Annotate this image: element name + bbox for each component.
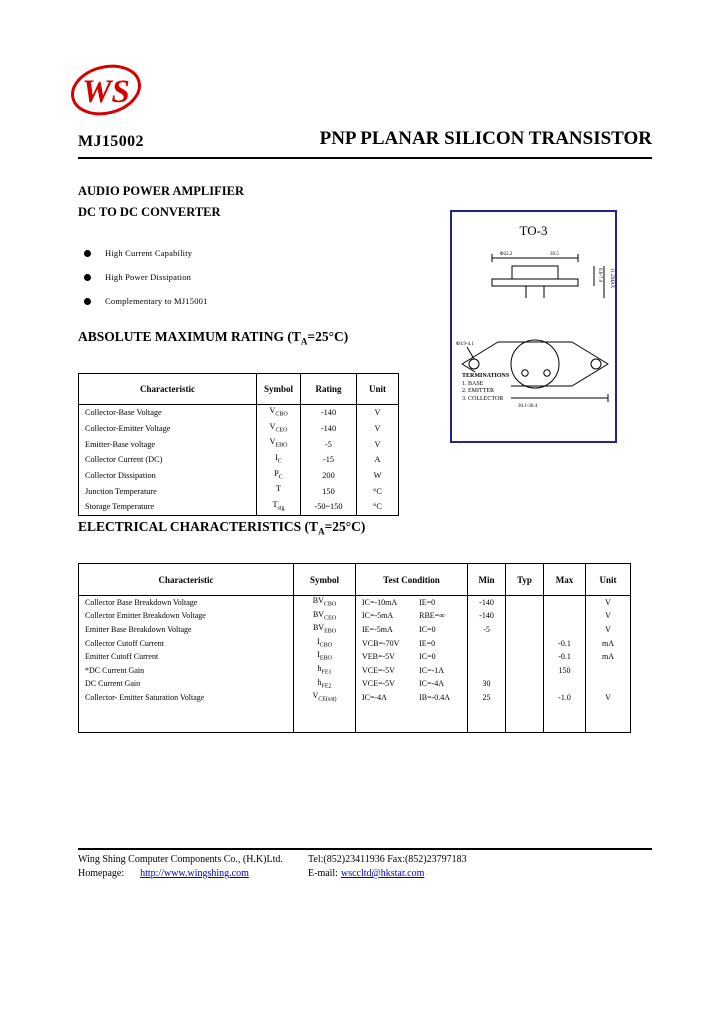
rating-cell: -50~150 bbox=[301, 499, 357, 515]
rating-cell: -5 bbox=[301, 436, 357, 452]
rating-cell: -140 bbox=[301, 405, 357, 421]
symbol-cell: $P_C$ bbox=[257, 468, 301, 484]
email-label: E-mail: bbox=[308, 868, 338, 879]
heading-text: =25°C) bbox=[307, 329, 349, 344]
email-line bbox=[308, 868, 424, 879]
col-header-typ: Typ bbox=[506, 564, 544, 596]
electrical-characteristics-table bbox=[78, 563, 631, 733]
table-row bbox=[79, 436, 399, 452]
unit-cell: mA bbox=[586, 637, 631, 651]
test-condition-cell: IC=-4A IB=-0.4A bbox=[356, 691, 468, 705]
symbol-cell: $BV_{CBO}$ bbox=[294, 596, 356, 610]
heading-text: =25°C) bbox=[324, 519, 366, 534]
feature-label: High Current Capability bbox=[105, 248, 193, 258]
test-condition-cell: IE=-5mA IC=0 bbox=[356, 623, 468, 637]
unit-cell: V bbox=[357, 421, 399, 437]
table-row bbox=[79, 499, 399, 515]
table-row bbox=[79, 664, 631, 678]
bullet-icon bbox=[84, 298, 91, 305]
col-header-min: Min bbox=[468, 564, 506, 596]
heading-text: ABSOLUTE MAXIMUM RATING (T bbox=[78, 329, 301, 344]
heading-subscript: A bbox=[318, 526, 325, 537]
min-cell bbox=[468, 650, 506, 664]
symbol-cell: $h_{FE2}$ bbox=[294, 678, 356, 692]
characteristic-cell: Storage Temperature bbox=[79, 499, 257, 515]
application-line: AUDIO POWER AMPLIFIER bbox=[78, 184, 244, 198]
heading-text: ELECTRICAL CHARACTERISTICS (T bbox=[78, 519, 319, 534]
table-header-row bbox=[79, 564, 631, 596]
col-header-symbol: Symbol bbox=[257, 374, 301, 405]
dimension-label: 6.6-7.0 bbox=[597, 268, 602, 283]
max-cell bbox=[544, 610, 586, 624]
test-condition-cell: VEB=-5V IC=0 bbox=[356, 650, 468, 664]
symbol-cell: $V_{CE(sat)}$ bbox=[294, 691, 356, 705]
rating-cell: -15 bbox=[301, 452, 357, 468]
test-condition-cell: VCB=-70V IE=0 bbox=[356, 637, 468, 651]
col-header-rating: Rating bbox=[301, 374, 357, 405]
bullet-icon bbox=[84, 250, 91, 257]
unit-cell: V bbox=[586, 610, 631, 624]
email-link[interactable]: wsccltd@hkstar.com bbox=[341, 868, 425, 879]
col-header-test-condition: Test Condition bbox=[356, 564, 468, 596]
max-cell bbox=[544, 678, 586, 692]
table-row bbox=[79, 610, 631, 624]
rating-cell: 200 bbox=[301, 468, 357, 484]
typ-cell bbox=[506, 596, 544, 610]
characteristic-cell: Emitter Cutoff Current bbox=[79, 650, 294, 664]
max-cell bbox=[544, 596, 586, 610]
symbol-cell: $BV_{EBO}$ bbox=[294, 623, 356, 637]
typ-cell bbox=[506, 664, 544, 678]
abs-max-heading bbox=[78, 329, 348, 347]
dimension-label: 30.1-30.4 bbox=[518, 404, 538, 409]
max-cell: -0.1 bbox=[544, 637, 586, 651]
max-cell: 150 bbox=[544, 664, 586, 678]
dimension-label: 39.5 bbox=[550, 252, 559, 257]
symbol-cell: $I_{CBO}$ bbox=[294, 637, 356, 651]
characteristic-cell: Collector-Base Voltage bbox=[79, 405, 257, 421]
unit-cell: V bbox=[357, 405, 399, 421]
symbol-cell: $I_C$ bbox=[257, 452, 301, 468]
characteristic-cell: Collector Dissipation bbox=[79, 468, 257, 484]
homepage-label: Homepage: bbox=[78, 868, 125, 879]
characteristic-cell: Junction Temperature bbox=[79, 483, 257, 499]
col-header-symbol: Symbol bbox=[294, 564, 356, 596]
symbol-cell: $BV_{CEO}$ bbox=[294, 610, 356, 624]
table-row bbox=[79, 623, 631, 637]
table-row bbox=[79, 452, 399, 468]
company-name: Wing Shing Computer Components Co., (H.K)Ltd. bbox=[78, 854, 283, 865]
col-header-characteristic: Characteristic bbox=[79, 374, 257, 405]
termination-item: 3. COLLECTOR bbox=[462, 395, 504, 402]
footer-rule bbox=[78, 848, 652, 850]
termination-item: 2. EMITTER bbox=[462, 388, 494, 394]
unit-cell: W bbox=[357, 468, 399, 484]
feature-label: Complementary to MJ15001 bbox=[105, 296, 208, 306]
table-row bbox=[79, 421, 399, 437]
min-cell: 30 bbox=[468, 678, 506, 692]
package-name: TO-3 bbox=[519, 223, 548, 238]
unit-cell: V bbox=[586, 596, 631, 610]
characteristic-cell: DC Current Gain bbox=[79, 678, 294, 692]
unit-cell: A bbox=[357, 452, 399, 468]
symbol-cell: $T_{stg}$ bbox=[257, 499, 301, 515]
unit-cell bbox=[586, 664, 631, 678]
homepage-link[interactable]: http://www.wingshing.com bbox=[140, 868, 249, 879]
feature-item bbox=[84, 248, 208, 258]
ws-logo-text: WS bbox=[82, 74, 130, 110]
application-line: DC TO DC CONVERTER bbox=[78, 205, 221, 219]
unit-cell bbox=[586, 678, 631, 692]
max-cell: -0.1 bbox=[544, 650, 586, 664]
table-header-row bbox=[79, 374, 399, 405]
symbol-cell: $V_{CEO}$ bbox=[257, 421, 301, 437]
tel-fax: Tel:(852)23411936 Fax:(852)23797183 bbox=[308, 854, 467, 865]
table-row bbox=[79, 637, 631, 651]
symbol-cell: T bbox=[257, 483, 301, 499]
min-cell bbox=[468, 637, 506, 651]
symbol-cell: $V_{CBO}$ bbox=[257, 405, 301, 421]
characteristic-cell: Emitter-Base voltage bbox=[79, 436, 257, 452]
typ-cell bbox=[506, 691, 544, 705]
application-subtitles bbox=[78, 181, 244, 223]
bullet-icon bbox=[84, 274, 91, 281]
typ-cell bbox=[506, 678, 544, 692]
ws-logo bbox=[68, 56, 144, 124]
rating-cell: 150 bbox=[301, 483, 357, 499]
test-condition-cell: VCE=-5V IC=-1A bbox=[356, 664, 468, 678]
dimension-label: 11.2MAX bbox=[609, 268, 614, 289]
feature-label: High Power Dissipation bbox=[105, 272, 192, 282]
test-condition-cell: IC=-10mA IE=0 bbox=[356, 596, 468, 610]
col-header-unit: Unit bbox=[357, 374, 399, 405]
package-outline-box bbox=[450, 210, 617, 443]
unit-cell: V bbox=[357, 436, 399, 452]
table-row bbox=[79, 468, 399, 484]
symbol-cell: $V_{EBO}$ bbox=[257, 436, 301, 452]
characteristic-cell: Collector Emitter Breakdown Voltage bbox=[79, 610, 294, 624]
terminations-block bbox=[460, 372, 511, 404]
min-cell: -140 bbox=[468, 596, 506, 610]
characteristic-cell: *DC Current Gain bbox=[79, 664, 294, 678]
page-title: PNP PLANAR SILICON TRANSISTOR bbox=[319, 128, 652, 149]
min-cell: -140 bbox=[468, 610, 506, 624]
col-header-characteristic: Characteristic bbox=[79, 564, 294, 596]
typ-cell bbox=[506, 610, 544, 624]
test-condition-cell: VCE=-5V IC=-4A bbox=[356, 678, 468, 692]
max-cell: -1.0 bbox=[544, 691, 586, 705]
table-row bbox=[79, 678, 631, 692]
max-cell bbox=[544, 623, 586, 637]
header-rule bbox=[78, 157, 652, 159]
heading-subscript: A bbox=[300, 336, 308, 347]
homepage-line bbox=[78, 868, 249, 879]
table-row bbox=[79, 596, 631, 610]
abs-max-table bbox=[78, 373, 399, 516]
table-row bbox=[79, 483, 399, 499]
terminations-title: TERMINATIONS bbox=[462, 373, 510, 379]
unit-cell: V bbox=[586, 691, 631, 705]
col-header-unit: Unit bbox=[586, 564, 631, 596]
characteristic-cell: Collector Base Breakdown Voltage bbox=[79, 596, 294, 610]
table-spacer-row bbox=[79, 705, 631, 733]
col-header-max: Max bbox=[544, 564, 586, 596]
table-row bbox=[79, 691, 631, 705]
ws-logo-graphic bbox=[68, 56, 144, 124]
unit-cell: °C bbox=[357, 483, 399, 499]
table-row bbox=[79, 650, 631, 664]
min-cell: -5 bbox=[468, 623, 506, 637]
unit-cell: mA bbox=[586, 650, 631, 664]
min-cell: 25 bbox=[468, 691, 506, 705]
characteristic-cell: Collector Current (DC) bbox=[79, 452, 257, 468]
termination-item: 1. BASE bbox=[462, 380, 484, 387]
characteristic-cell: Collector Cutoff Current bbox=[79, 637, 294, 651]
min-cell bbox=[468, 664, 506, 678]
table-row bbox=[79, 405, 399, 421]
dimension-label: Φ22.2 bbox=[500, 252, 513, 257]
rating-cell: -140 bbox=[301, 421, 357, 437]
test-condition-cell: IC=-5mA RBE=∞ bbox=[356, 610, 468, 624]
characteristic-cell: Collector-Emitter Voltage bbox=[79, 421, 257, 437]
symbol-cell: $h_{FE1}$ bbox=[294, 664, 356, 678]
unit-cell: °C bbox=[357, 499, 399, 515]
typ-cell bbox=[506, 623, 544, 637]
dimension-label: Φ3.9-4.1 bbox=[456, 342, 474, 347]
typ-cell bbox=[506, 637, 544, 651]
feature-item bbox=[84, 272, 208, 282]
characteristic-cell: Emitter Base Breakdown Voltage bbox=[79, 623, 294, 637]
electrical-characteristics-heading bbox=[78, 519, 365, 537]
feature-list bbox=[84, 248, 208, 320]
feature-item bbox=[84, 296, 208, 306]
symbol-cell: $I_{EBO}$ bbox=[294, 650, 356, 664]
typ-cell bbox=[506, 650, 544, 664]
characteristic-cell: Collector- Emitter Saturation Voltage bbox=[79, 691, 294, 705]
part-number: MJ15002 bbox=[78, 133, 144, 150]
unit-cell: V bbox=[586, 623, 631, 637]
